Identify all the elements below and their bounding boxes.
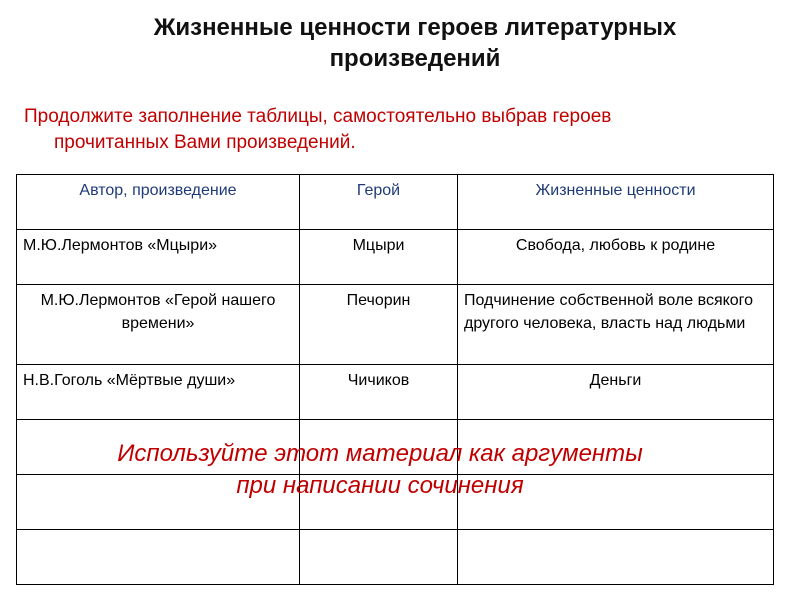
- title-line-1: Жизненные ценности героев литературных: [153, 14, 677, 41]
- cell-life-values: [458, 530, 774, 585]
- overlay-note: [30, 438, 730, 502]
- instruction-line-2: прочитанных Вами произведений.: [54, 132, 356, 153]
- overlay-line-1: Используйте этот материал как аргументы: [117, 440, 643, 467]
- cell-hero: Печорин: [300, 285, 458, 365]
- header-life-values: Жизненные ценности: [458, 175, 774, 230]
- cell-author-work: [17, 530, 300, 585]
- cell-author-work: М.Ю.Лермонтов «Мцыри»: [17, 230, 300, 285]
- cell-hero: Мцыри: [300, 230, 458, 285]
- instruction-text: [24, 104, 764, 156]
- header-hero: Герой: [300, 175, 458, 230]
- table-row: [17, 230, 774, 285]
- cell-life-values: Деньги: [458, 365, 774, 420]
- cell-life-values: Подчинение собственной воле всякого другого человека, власть над людьми: [458, 285, 774, 365]
- title-line-2: произведений: [329, 45, 501, 72]
- cell-hero: Чичиков: [300, 365, 458, 420]
- table-row: [17, 285, 774, 365]
- table-row: [17, 530, 774, 585]
- values-table: [16, 174, 774, 585]
- cell-life-values: Свобода, любовь к родине: [458, 230, 774, 285]
- table-header-row: [17, 175, 774, 230]
- overlay-line-2: при написании сочинения: [236, 472, 524, 499]
- cell-author-work: Н.В.Гоголь «Мёртвые души»: [17, 365, 300, 420]
- cell-author-work: М.Ю.Лермонтов «Герой нашего времени»: [17, 285, 300, 365]
- table-row: [17, 365, 774, 420]
- header-author-work: Автор, произведение: [17, 175, 300, 230]
- slide-title: [60, 12, 770, 74]
- instruction-line-1: Продолжите заполнение таблицы, самостоятельно выбрав героев: [24, 106, 612, 127]
- cell-hero: [300, 530, 458, 585]
